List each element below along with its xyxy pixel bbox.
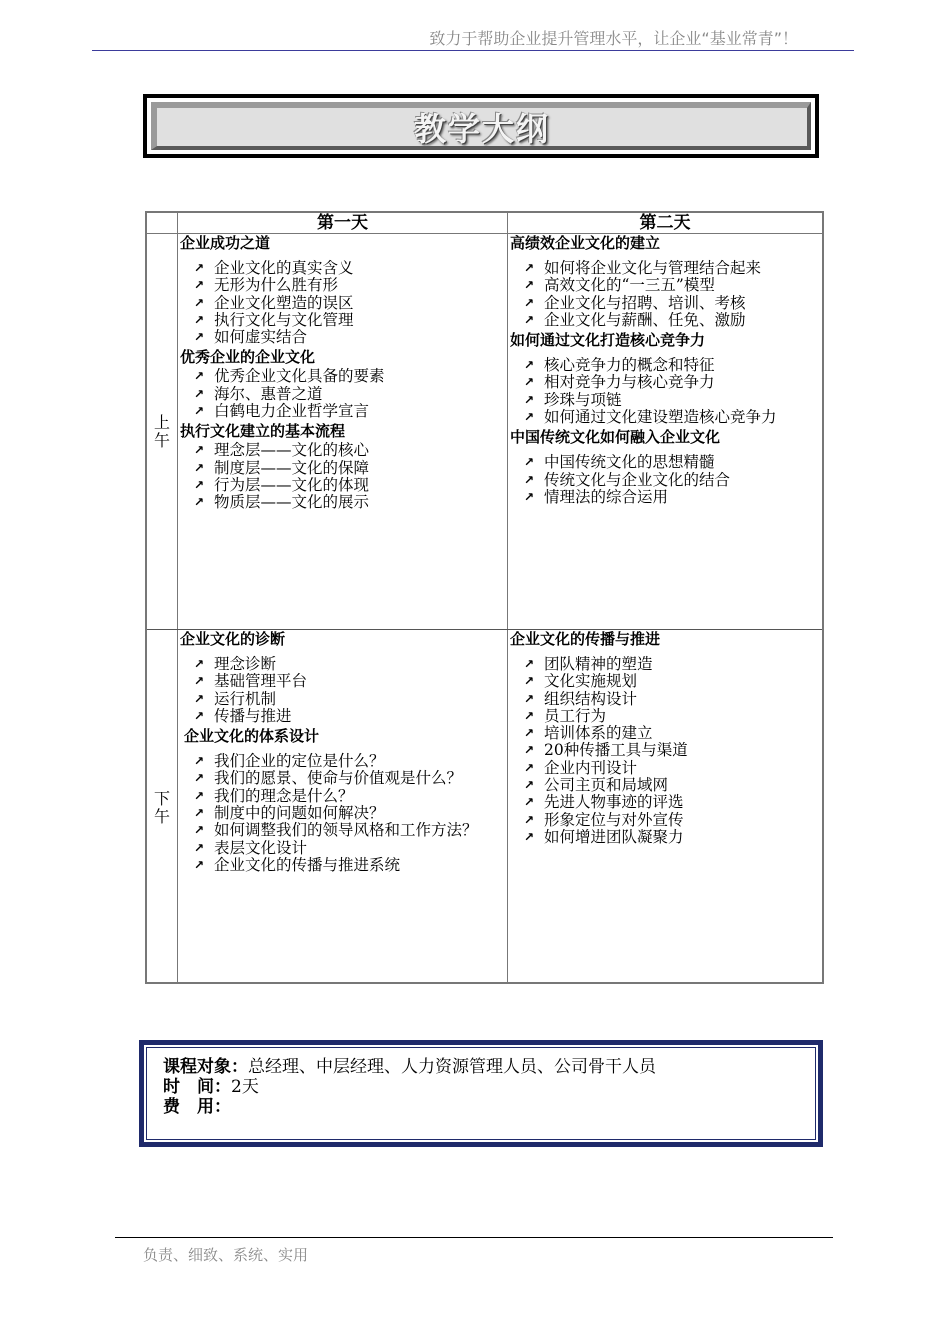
list-item: ↗ 先进人物事迹的评选 xyxy=(524,794,688,811)
list-item: ↗ 如何通过文化建设塑造核心竞争力 xyxy=(524,409,777,426)
section-title: 企业文化的体系设计 xyxy=(184,727,320,746)
list-item: ↗ 珍珠与项链 xyxy=(524,392,777,409)
title-banner-inner xyxy=(151,102,811,150)
list-item: ↗ 我们企业的定位是什么？ xyxy=(194,753,478,770)
fee-row xyxy=(163,1097,815,1117)
section-title: 企业文化的传播与推进 xyxy=(510,630,661,648)
footer-divider xyxy=(115,1237,833,1238)
list-item: ↗ 核心竞争力的概念和特征 xyxy=(524,357,777,374)
footer-text: 负责、细致、系统、实用 xyxy=(143,1246,309,1264)
list-item: ↗ 海尔、惠普之道 xyxy=(194,386,385,403)
list-item: ↗ 培训体系的建立 xyxy=(524,725,688,742)
list-item: ↗ 中国传统文化的思想精髓 xyxy=(524,454,777,471)
header-slogan: 致力于帮助企业提升管理水平，让企业“基业常青”！ xyxy=(429,29,798,48)
item-list xyxy=(180,753,478,874)
list-item: ↗ 我们的愿景、使命与价值观是什么？ xyxy=(194,770,478,787)
list-item: ↗ 20种传播工具与渠道 xyxy=(524,742,688,759)
item-list xyxy=(180,260,385,346)
audience-row xyxy=(163,1057,815,1077)
audience-label: 课程对象： xyxy=(163,1057,248,1077)
list-item: ↗ 传播与推进 xyxy=(194,708,478,725)
list-item: ↗ 如何虚实结合 xyxy=(194,329,385,346)
list-item: ↗ 公司主页和局域网 xyxy=(524,777,688,794)
list-item: ↗ 形象定位与对外宣传 xyxy=(524,812,688,829)
list-item: ↗ 表层文化设计 xyxy=(194,840,478,857)
time-label: 时 间： xyxy=(163,1077,231,1097)
period-afternoon-label: 下午 xyxy=(153,789,170,826)
audience-value: 总经理、中层经理、人力资源管理人员、公司骨干人员 xyxy=(248,1057,656,1077)
list-item: ↗ 团队精神的塑造 xyxy=(524,656,688,673)
fee-label: 费 用： xyxy=(163,1097,231,1117)
col-divider-days xyxy=(507,213,508,982)
list-item: ↗ 企业文化与薪酬、任免、激励 xyxy=(524,312,777,329)
list-item: ↗ 相对竞争力与核心竞争力 xyxy=(524,374,777,391)
list-item: ↗ 无形为什么胜有形 xyxy=(194,277,385,294)
list-item: ↗ 企业文化的传播与推进系统 xyxy=(194,857,478,874)
list-item: ↗ 物质层——文化的展示 xyxy=(194,494,385,511)
list-item: ↗ 如何增进团队凝聚力 xyxy=(524,829,688,846)
list-item: ↗ 基础管理平台 xyxy=(194,673,478,690)
header-divider xyxy=(92,50,854,51)
schedule-table xyxy=(145,211,824,984)
list-item: ↗ 员工行为 xyxy=(524,708,688,725)
list-item: ↗ 优秀企业文化具备的要素 xyxy=(194,368,385,385)
course-info-box xyxy=(139,1040,823,1147)
col-divider-period xyxy=(177,213,178,982)
list-item: ↗ 企业内刊设计 xyxy=(524,760,688,777)
item-list xyxy=(180,368,385,420)
list-item: ↗ 情理法的综合运用 xyxy=(524,489,777,506)
cell-day2-morning xyxy=(510,234,777,508)
list-item: ↗ 如何将企业文化与管理结合起来 xyxy=(524,260,777,277)
section-title: 执行文化建立的基本流程 xyxy=(180,422,346,441)
item-list xyxy=(180,656,478,725)
day1-header: 第一天 xyxy=(317,213,368,233)
cell-day1-morning xyxy=(180,234,385,514)
course-info-inner xyxy=(146,1047,816,1140)
title-banner xyxy=(143,94,819,158)
list-item: ↗ 企业文化的真实含义 xyxy=(194,260,385,277)
list-item: ↗ 白鹤电力企业哲学宣言 xyxy=(194,403,385,420)
item-list xyxy=(510,454,777,506)
list-item: ↗ 企业文化塑造的误区 xyxy=(194,295,385,312)
item-list xyxy=(510,260,777,329)
section-title: 优秀企业的企业文化 xyxy=(180,348,316,367)
list-item: ↗ 组织结构设计 xyxy=(524,691,688,708)
cell-day2-afternoon xyxy=(510,630,688,848)
time-row xyxy=(163,1077,815,1097)
section-title: 企业文化的诊断 xyxy=(180,630,286,648)
list-item: ↗ 文化实施规划 xyxy=(524,673,688,690)
list-item: ↗ 制度中的问题如何解决？ xyxy=(194,805,478,822)
section-title: 中国传统文化如何融入企业文化 xyxy=(510,428,721,447)
list-item: ↗ 理念诊断 xyxy=(194,656,478,673)
list-item: ↗ 企业文化与招聘、培训、考核 xyxy=(524,295,777,312)
list-item: ↗ 制度层——文化的保障 xyxy=(194,460,385,477)
list-item: ↗ 我们的理念是什么？ xyxy=(194,788,478,805)
time-value: 2天 xyxy=(231,1077,259,1097)
list-item: ↗ 理念层——文化的核心 xyxy=(194,442,385,459)
page-title: 教学大纲 xyxy=(413,110,550,148)
day2-header: 第二天 xyxy=(639,213,691,233)
period-morning-label: 上午 xyxy=(153,413,170,450)
list-item: ↗ 执行文化与文化管理 xyxy=(194,312,385,329)
list-item: ↗ 行为层——文化的体现 xyxy=(194,477,385,494)
list-item: ↗ 如何调整我们的领导风格和工作方法？ xyxy=(194,822,478,839)
list-item: ↗ 高效文化的“一三五”模型 xyxy=(524,277,777,294)
section-title: 企业成功之道 xyxy=(180,234,271,252)
list-item: ↗ 运行机制 xyxy=(194,691,478,708)
section-title: 如何通过文化打造核心竞争力 xyxy=(510,331,706,350)
item-list xyxy=(180,442,385,511)
section-title: 高绩效企业文化的建立 xyxy=(510,234,661,252)
cell-day1-afternoon xyxy=(180,630,478,876)
list-item: ↗ 传统文化与企业文化的结合 xyxy=(524,472,777,489)
item-list xyxy=(510,357,777,426)
item-list xyxy=(510,656,688,846)
